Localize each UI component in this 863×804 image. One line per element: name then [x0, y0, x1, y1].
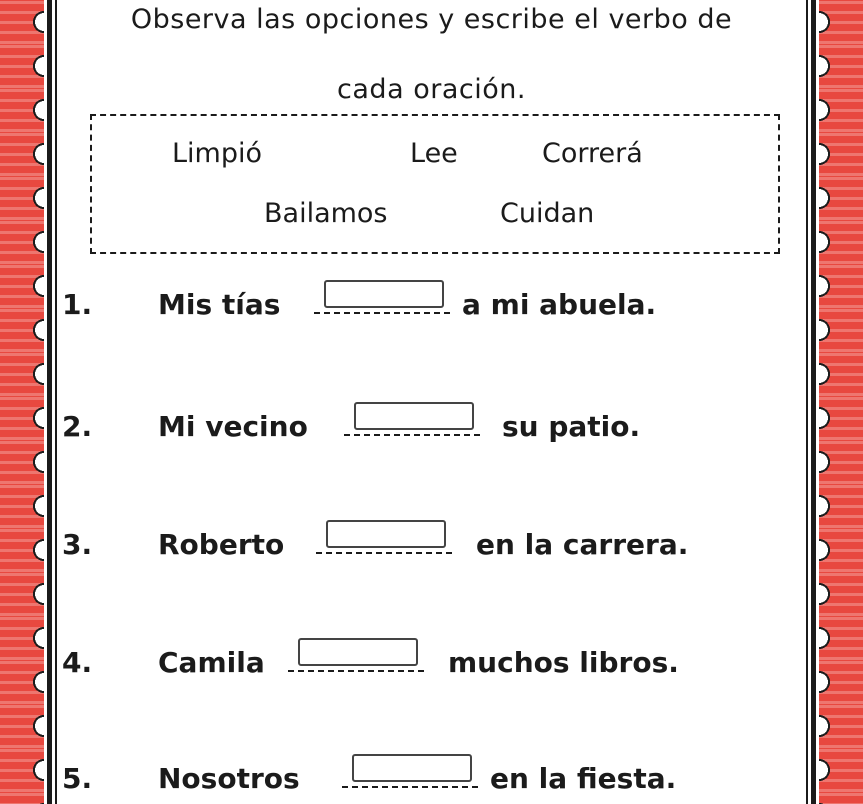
- frame-line-left-inner: [55, 0, 57, 804]
- word-bank-item: Bailamos: [264, 198, 388, 229]
- item-number: 1.: [62, 288, 93, 321]
- answer-input[interactable]: [326, 520, 446, 548]
- answer-blank[interactable]: [288, 638, 424, 672]
- answer-blank[interactable]: [342, 754, 478, 788]
- item-number: 2.: [62, 410, 93, 443]
- frame-line-right-inner: [806, 0, 808, 804]
- answer-line: [316, 552, 452, 554]
- answer-line: [314, 312, 450, 314]
- frame-line-right: [811, 0, 816, 804]
- answer-input[interactable]: [298, 638, 418, 666]
- item-predicate: en la fiesta.: [490, 762, 677, 795]
- answer-line: [344, 434, 480, 436]
- item-subject: Nosotros: [158, 762, 300, 795]
- frame-line-left: [47, 0, 52, 804]
- worksheet: [58, 0, 805, 804]
- item-subject: Mi vecino: [158, 410, 308, 443]
- answer-blank[interactable]: [314, 280, 450, 314]
- item-number: 5.: [62, 762, 93, 795]
- item-subject: Roberto: [158, 528, 285, 561]
- sentence-item: [58, 288, 805, 328]
- decorative-border-right: [819, 0, 863, 804]
- item-predicate: en la carrera.: [476, 528, 689, 561]
- instruction-line-1: Observa las opciones y escribe el verbo de: [130, 4, 733, 35]
- item-number: 4.: [62, 646, 93, 679]
- item-predicate: a mi abuela.: [462, 288, 657, 321]
- answer-input[interactable]: [352, 754, 472, 782]
- answer-input[interactable]: [354, 402, 474, 430]
- answer-line: [342, 786, 478, 788]
- sentence-item: [58, 410, 805, 450]
- answer-blank[interactable]: [344, 402, 480, 436]
- item-predicate: muchos libros.: [448, 646, 679, 679]
- sentence-item: [58, 528, 805, 568]
- item-number: 3.: [62, 528, 93, 561]
- item-predicate: su patio.: [502, 410, 641, 443]
- item-subject: Mis tías: [158, 288, 281, 321]
- decorative-border-left: [0, 0, 44, 804]
- sentence-item: [58, 646, 805, 686]
- word-bank: [90, 114, 780, 254]
- word-bank-item: Limpió: [172, 138, 263, 169]
- word-bank-item: Cuidan: [500, 198, 595, 229]
- answer-input[interactable]: [324, 280, 444, 308]
- sentence-item: [58, 762, 805, 802]
- word-bank-item: Lee: [410, 138, 458, 169]
- answer-line: [288, 670, 424, 672]
- item-subject: Camila: [158, 646, 265, 679]
- instruction-line-2: cada oración.: [337, 74, 526, 105]
- answer-blank[interactable]: [316, 520, 452, 554]
- word-bank-item: Correrá: [542, 138, 643, 169]
